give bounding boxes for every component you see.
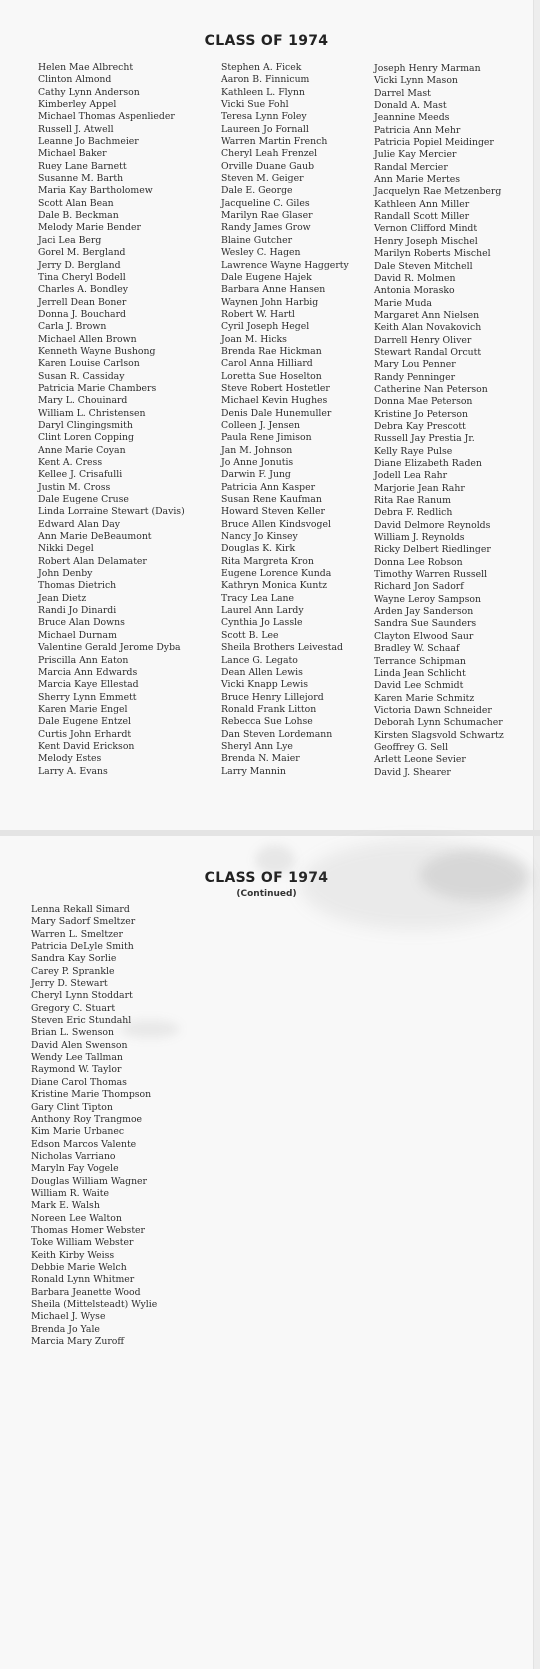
graduate-name: Ronald Frank Litton: [221, 703, 317, 715]
graduate-name: Kathleen Ann Miller: [374, 198, 470, 210]
graduate-name: Jean Dietz: [38, 592, 87, 604]
graduate-name: Vicki Sue Fohl: [221, 99, 289, 111]
graduate-name: Sheryl Ann Lye: [221, 740, 293, 752]
graduate-name: Diane Carol Thomas: [31, 1076, 127, 1088]
graduate-name: Deborah Lynn Schumacher: [374, 717, 503, 729]
graduate-name: Lenna Rekall Simard: [31, 904, 130, 915]
graduate-name: Stewart Randal Orcutt: [374, 346, 482, 358]
graduate-name: Douglas K. Kirk: [221, 543, 296, 555]
graduate-name: Susan R. Cassiday: [38, 370, 125, 382]
graduate-name: Arden Jay Sanderson: [374, 606, 474, 618]
graduate-name: Sherry Lynn Emmett: [38, 691, 137, 703]
graduate-name: Jacquelyn Rae Metzenberg: [374, 186, 502, 198]
graduate-name: Jerry D. Stewart: [31, 978, 108, 990]
graduate-name: David Alen Swenson: [31, 1039, 128, 1051]
graduate-name: Marcia Kaye Ellestad: [38, 679, 139, 691]
graduate-name: Thomas Homer Webster: [31, 1224, 145, 1236]
graduate-name: Laureen Jo Fornall: [221, 123, 309, 135]
graduate-name: Rita Margreta Kron: [221, 555, 314, 567]
graduate-name: Michael Thomas Aspenlieder: [38, 111, 175, 123]
graduate-name: Dan Steven Lordemann: [221, 728, 333, 740]
graduate-name: Priscilla Ann Eaton: [38, 654, 129, 666]
page-title: CLASS OF 1974: [204, 33, 329, 49]
graduate-name: Wesley C. Hagen: [221, 247, 301, 259]
graduate-name: Brenda Rae Hickman: [221, 345, 322, 357]
graduate-name: Clint Loren Copping: [38, 432, 134, 444]
graduate-name: Stephen A. Ficek: [221, 62, 302, 73]
graduate-name: David R. Molmen: [374, 272, 456, 284]
graduate-name: Rita Rae Ranum: [374, 495, 451, 507]
graduate-name: Mary Sadorf Smeltzer: [31, 916, 136, 928]
graduate-name: Marcia Mary Zuroff: [31, 1336, 124, 1348]
graduate-name: Jerry D. Bergland: [38, 259, 121, 271]
graduate-name: Jaci Lea Berg: [38, 234, 102, 246]
graduate-name: Blaine Gutcher: [221, 234, 293, 246]
graduate-name: Randi Jo Dinardi: [38, 605, 117, 617]
graduate-name: Donna Lee Robson: [374, 556, 463, 568]
graduate-name: Keith Alan Novakovich: [374, 322, 482, 334]
graduate-name: Donna J. Bouchard: [38, 308, 126, 320]
graduate-name: Michael Allen Brown: [38, 333, 137, 345]
graduate-name: William L. Christensen: [38, 407, 146, 419]
graduate-name: Ann Marie Mertes: [374, 174, 461, 186]
graduate-name: Wendy Lee Tallman: [31, 1052, 123, 1064]
graduate-name: Cheryl Lynn Stoddart: [31, 990, 133, 1002]
graduate-name: Jacqueline C. Giles: [221, 197, 310, 209]
graduate-name: Teresa Lynn Foley: [221, 111, 307, 123]
graduate-name: Brenda N. Maier: [221, 753, 300, 765]
graduate-name: Marilyn Roberts Mischel: [374, 248, 491, 260]
graduate-name: Margaret Ann Nielsen: [374, 309, 480, 321]
graduate-name: Catherine Nan Peterson: [374, 383, 488, 395]
graduate-name: Dale Eugene Entzel: [38, 716, 131, 728]
graduate-name: Mary Lou Penner: [374, 359, 456, 371]
graduate-name: Bruce Allen Kindsvogel: [221, 518, 331, 530]
graduate-name: Toke William Webster: [31, 1237, 134, 1249]
graduate-name: Geoffrey G. Sell: [374, 741, 449, 753]
graduate-name: Dean Allen Lewis: [221, 666, 303, 678]
graduate-name: Donna Mae Peterson: [374, 396, 473, 408]
graduate-name: Vicki Lynn Mason: [374, 75, 458, 87]
graduate-name: David Delmore Reynolds: [374, 519, 491, 531]
graduate-name: Victoria Dawn Schneider: [374, 704, 492, 716]
graduate-name: Sheila Brothers Leivestad: [221, 642, 343, 654]
graduate-name: Karen Marie Engel: [38, 703, 128, 715]
graduate-name: Diane Elizabeth Raden: [374, 458, 482, 469]
graduate-name: Barbara Anne Hansen: [221, 284, 326, 296]
graduate-name: Michael Durnam: [38, 629, 117, 641]
graduate-name: Aaron B. Finnicum: [221, 74, 310, 86]
graduate-name: Marjorie Jean Rahr: [374, 482, 465, 494]
graduate-name: Darrel Mast: [374, 87, 431, 99]
graduate-name: Joan M. Hicks: [221, 333, 287, 345]
graduate-name: Melody Estes: [38, 753, 102, 765]
graduate-name: Randal Mercier: [374, 161, 448, 173]
name-column-2: [221, 62, 349, 778]
graduate-name: William J. Reynolds: [374, 532, 465, 544]
graduate-name: Nikki Degel: [38, 543, 94, 555]
graduate-name: Gorel M. Bergland: [38, 247, 126, 259]
graduate-name: Edward Alan Day: [38, 518, 121, 530]
graduate-name: Debra F. Redlich: [374, 507, 453, 519]
graduate-name: Carey P. Sprankle: [31, 965, 115, 977]
name-column-continued: [31, 904, 157, 1348]
graduate-name: Steven Eric Stundahl: [31, 1015, 132, 1027]
graduate-name: Patricia DeLyle Smith: [31, 941, 134, 953]
graduate-name: Randall Scott Miller: [374, 211, 470, 223]
graduate-name: Jeannine Meeds: [374, 112, 450, 124]
graduate-name: Nicholas Varriano: [31, 1150, 116, 1162]
graduate-name: Michael Baker: [38, 148, 107, 160]
graduate-name: Cynthia Jo Lassle: [221, 617, 303, 629]
graduate-name: Maryln Fay Vogele: [31, 1163, 119, 1175]
graduate-name: Vicki Knapp Lewis: [221, 679, 309, 691]
graduate-name: Leanne Jo Bachmeier: [38, 136, 139, 148]
graduate-name: Scott B. Lee: [221, 629, 279, 641]
graduate-name: Lawrence Wayne Haggerty: [221, 259, 349, 271]
graduate-name: Justin M. Cross: [38, 481, 111, 493]
graduate-name: Ricky Delbert Riedlinger: [374, 544, 491, 556]
graduate-name: Debra Kay Prescott: [374, 420, 466, 432]
graduate-name: Tina Cheryl Bodell: [38, 271, 126, 283]
graduate-name: Edson Marcos Valente: [31, 1138, 137, 1150]
graduate-name: Dale Eugene Cruse: [38, 494, 129, 506]
graduate-name: Michael J. Wyse: [31, 1311, 106, 1323]
graduate-name: Karen Marie Schmitz: [374, 692, 475, 704]
graduate-name: Kenneth Wayne Bushong: [38, 345, 156, 357]
graduate-name: Susan Rene Kaufman: [221, 494, 322, 506]
graduate-name: Kelly Raye Pulse: [374, 445, 453, 457]
graduate-name: Keith Kirby Weiss: [31, 1249, 115, 1261]
graduate-name: Ann Marie DeBeaumont: [38, 531, 152, 543]
graduate-name: Thomas Dietrich: [38, 580, 117, 592]
graduate-name: Robert Alan Delamater: [38, 555, 147, 567]
graduate-name: Laurel Ann Lardy: [221, 605, 304, 617]
graduate-name: Cathy Lynn Anderson: [38, 86, 140, 98]
graduate-name: Larry Mannin: [221, 765, 286, 777]
graduate-name: Darwin F. Jung: [221, 469, 291, 481]
graduate-name: Ronald Lynn Whitmer: [31, 1274, 135, 1286]
graduate-name: Bruce Henry Lillejord: [221, 691, 324, 703]
graduate-name: Carol Anna Hilliard: [221, 358, 313, 370]
graduate-name: Mary L. Chouinard: [38, 395, 128, 407]
graduate-name: Marilyn Rae Glaser: [221, 210, 313, 222]
graduate-name: Waynen John Harbig: [221, 296, 319, 308]
graduate-name: Clayton Elwood Saur: [374, 630, 474, 642]
graduate-name: Orville Duane Gaub: [221, 160, 315, 172]
graduate-name: Scott Alan Bean: [38, 197, 114, 209]
graduate-name: Karen Louise Carlson: [38, 358, 140, 370]
graduate-name: Noreen Lee Walton: [31, 1212, 122, 1224]
graduate-name: Patricia Popiel Meidinger: [374, 137, 494, 149]
graduate-name: David Lee Schmidt: [374, 680, 464, 692]
graduate-name: Dale B. Beckman: [38, 210, 119, 222]
graduate-name: Anne Marie Coyan: [38, 444, 126, 456]
graduate-name: Donald A. Mast: [374, 100, 447, 112]
graduate-name: Randy James Grow: [221, 222, 311, 234]
graduate-name: Warren L. Smeltzer: [31, 928, 123, 940]
graduate-name: Rebecca Sue Lohse: [221, 716, 313, 728]
graduate-name: Kellee J. Crisafulli: [38, 469, 123, 481]
graduate-name: Charles A. Bondley: [38, 284, 129, 296]
graduate-name: Timothy Warren Russell: [374, 569, 488, 581]
graduate-name: Michael Kevin Hughes: [221, 395, 328, 407]
graduate-name: Cyril Joseph Hegel: [221, 321, 310, 333]
graduate-name: Arlett Leone Sevier: [374, 754, 466, 766]
graduate-name: Robert W. Hartl: [221, 308, 295, 320]
graduate-name: Curtis John Erhardt: [38, 728, 132, 740]
graduate-name: Julie Kay Mercier: [374, 149, 457, 161]
graduate-name: Kristine Marie Thompson: [31, 1089, 152, 1101]
page-title-continued: CLASS OF 1974: [204, 870, 329, 886]
graduate-name: Richard Jon Sadorf: [374, 581, 464, 593]
graduate-name: Daryl Clingingsmith: [38, 419, 133, 431]
graduate-name: Kirsten Slagsvold Schwartz: [374, 729, 504, 741]
name-column-3: [374, 63, 504, 779]
graduate-name: Gregory C. Stuart: [31, 1002, 116, 1014]
graduate-name: Patricia Ann Kasper: [221, 481, 316, 493]
graduate-name: Kent A. Cress: [38, 457, 103, 468]
graduate-name: Linda Jean Schlicht: [374, 667, 466, 679]
graduate-name: Kristine Jo Peterson: [374, 408, 468, 420]
graduate-name: Jo Anne Jonutis: [221, 457, 294, 468]
graduate-name: Bruce Alan Downs: [38, 617, 125, 629]
graduate-name: William R. Waite: [31, 1187, 110, 1199]
graduate-name: Wayne Leroy Sampson: [374, 593, 481, 605]
graduate-name: Lance G. Legato: [221, 654, 298, 666]
page-one: [0, 0, 534, 830]
graduate-name: Patricia Marie Chambers: [38, 382, 157, 394]
graduate-name: Nancy Jo Kinsey: [221, 531, 298, 543]
graduate-name: Raymond W. Taylor: [31, 1064, 122, 1076]
graduate-name: Paula Rene Jimison: [221, 432, 312, 444]
graduate-name: Helen Mae Albrecht: [38, 62, 134, 73]
graduate-name: Joseph Henry Marman: [374, 63, 481, 74]
graduate-name: Barbara Jeanette Wood: [31, 1286, 141, 1298]
graduate-name: Larry A. Evans: [38, 765, 108, 777]
graduate-name: Patricia Ann Mehr: [374, 124, 461, 136]
graduate-name: Dale Steven Mitchell: [374, 260, 473, 272]
graduate-name: Douglas William Wagner: [31, 1175, 148, 1187]
graduate-name: Steven M. Geiger: [221, 173, 304, 185]
graduate-name: Kent David Erickson: [38, 740, 135, 752]
graduate-name: Jodell Lea Rahr: [374, 470, 448, 482]
graduate-name: David J. Shearer: [374, 766, 451, 778]
graduate-name: Anthony Roy Trangmoe: [31, 1113, 143, 1125]
graduate-name: John Denby: [38, 568, 93, 580]
graduate-name: Henry Joseph Mischel: [374, 235, 478, 247]
graduate-name: Russell J. Atwell: [38, 123, 114, 135]
graduate-name: Dale E. George: [221, 185, 293, 197]
graduate-name: Antonia Morasko: [374, 285, 455, 297]
graduate-name: Loretta Sue Hoselton: [221, 370, 322, 382]
continued-subtitle: (Continued): [236, 889, 297, 899]
graduate-name: Denis Dale Hunemuller: [221, 407, 332, 419]
graduate-name: Marie Muda: [374, 297, 432, 309]
graduate-name: Carla J. Brown: [38, 321, 107, 333]
graduate-name: Vernon Clifford Mindt: [374, 223, 478, 235]
graduate-name: Jan M. Johnson: [221, 444, 293, 456]
graduate-name: Clinton Almond: [38, 74, 112, 86]
graduate-name: Kathleen L. Flynn: [221, 86, 305, 98]
graduate-name: Randy Penninger: [374, 371, 456, 383]
graduate-name: Mark E. Walsh: [31, 1200, 100, 1212]
graduate-name: Sandra Sue Saunders: [374, 618, 477, 630]
graduate-name: Tracy Lea Lane: [221, 592, 294, 604]
graduate-name: Dale Eugene Hajek: [221, 271, 312, 283]
graduate-name: Susanne M. Barth: [38, 173, 124, 185]
graduate-name: Cheryl Leah Frenzel: [221, 148, 318, 160]
graduate-name: Steve Robert Hostetler: [221, 382, 330, 394]
graduate-name: Valentine Gerald Jerome Dyba: [38, 642, 181, 654]
graduate-name: Bradley W. Schaaf: [374, 643, 460, 655]
graduate-name: Sheila (Mittelsteadt) Wylie: [31, 1299, 158, 1310]
graduate-name: Darrell Henry Oliver: [374, 334, 472, 346]
graduate-name: Gary Clint Tipton: [31, 1101, 113, 1113]
graduate-name: Eugene Lorence Kunda: [221, 568, 332, 580]
graduate-name: Russell Jay Prestia Jr.: [374, 433, 475, 445]
graduate-name: Ruey Lane Barnett: [38, 160, 127, 172]
graduate-name: Maria Kay Bartholomew: [38, 185, 153, 197]
graduate-name: Jerrell Dean Boner: [38, 296, 127, 308]
name-column-1: [38, 62, 185, 778]
graduate-name: Kathryn Monica Kuntz: [221, 580, 327, 592]
graduate-name: Kim Marie Urbanec: [31, 1126, 125, 1138]
graduate-name: Terrance Schipman: [374, 655, 466, 667]
graduate-name: Kimberley Appel: [38, 99, 117, 111]
graduate-name: Debbie Marie Welch: [31, 1261, 127, 1273]
graduate-name: Marcia Ann Edwards: [38, 666, 138, 678]
graduate-name: Warren Martin French: [221, 136, 328, 148]
graduate-name: Linda Lorraine Stewart (Davis): [38, 506, 185, 518]
graduate-name: Sandra Kay Sorlie: [31, 953, 117, 965]
graduate-name: Brian L. Swenson: [31, 1027, 114, 1039]
graduate-name: Colleen J. Jensen: [221, 419, 300, 431]
graduate-name: Brenda Jo Yale: [31, 1323, 100, 1335]
graduate-name: Melody Marie Bender: [38, 222, 141, 234]
graduate-name: Howard Steven Keller: [221, 506, 325, 518]
